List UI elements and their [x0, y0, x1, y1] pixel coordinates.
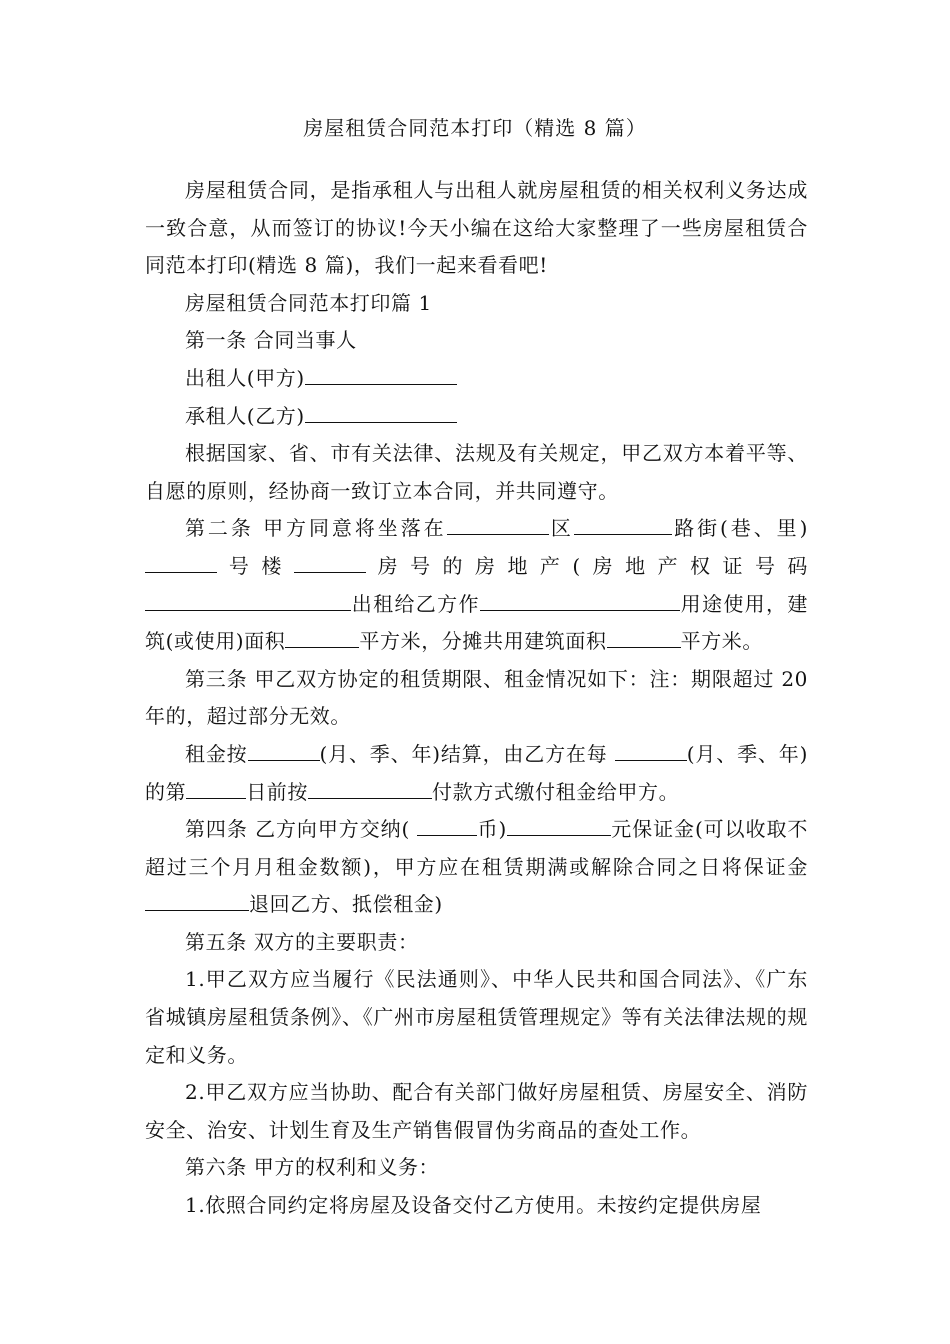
deposit-blank[interactable]	[507, 814, 611, 836]
clause4-text: 币)	[477, 817, 507, 842]
clause5-heading: 第五条 双方的主要职责：	[185, 929, 419, 954]
deposit-return-blank[interactable]	[145, 889, 249, 911]
intro-paragraph: 房屋租赁合同，是指承租人与出租人就房屋租赁的相关权利义务达成一致合意，从而签订的协议!今天小编在这给大家整理了一些房屋租赁合同范本打印(精选 8 篇)，我们一起来看看吧!	[145, 178, 808, 278]
clause3-paragraph: 第三条 甲乙双方协定的租赁期限、租金情况如下：注：期限超过 20 年的，超过部分无效。	[145, 666, 808, 729]
clause2-text: 平方米。	[680, 629, 764, 654]
clause6-heading: 第六条 甲方的权利和义务：	[185, 1155, 440, 1180]
clause2-paragraph	[145, 510, 808, 660]
payment-day-blank[interactable]	[186, 777, 246, 799]
clause5-item-2: 2.甲乙双方应当协助、配合有关部门做好房屋租赁、房屋安全、消防安全、治安、计划生育及生产销售假冒伪劣商品的查处工作。	[145, 1080, 808, 1142]
shared-area-blank[interactable]	[607, 626, 681, 648]
payment-period-blank[interactable]	[615, 739, 687, 761]
building-blank[interactable]	[145, 551, 217, 573]
clause4-text: 第四条 乙方向甲方交纳(	[185, 817, 418, 842]
clause2-text: 平方米，分摊共用建筑面积	[359, 629, 607, 654]
clause2-text: 号楼	[217, 553, 294, 578]
section-heading: 房屋租赁合同范本打印篇 1	[185, 290, 432, 315]
street-blank[interactable]	[574, 513, 672, 535]
district-blank[interactable]	[447, 513, 549, 535]
clause2-text: 用途使用，建筑(或使用)面积	[145, 591, 808, 654]
lessee-label: 承租人(乙方)	[185, 403, 305, 428]
lessor-line	[145, 360, 808, 398]
certificate-blank[interactable]	[145, 589, 351, 611]
clause6-item-1: 1.依照合同约定将房屋及设备交付乙方使用。未按约定提供房屋	[185, 1193, 762, 1218]
clause2-text: 房号的房地产(房地产权证号码	[365, 553, 809, 578]
currency-blank[interactable]	[417, 814, 477, 836]
clause5-item-1: 1.甲乙双方应当履行《民法通则》、中华人民共和国合同法》、《广东省城镇房屋租赁条例》、《广州市房屋租赁管理规定》等有关法律法规的规定和义务。	[145, 967, 808, 1067]
rent-text: 租金按	[185, 741, 248, 766]
clause2-text: 区	[548, 516, 574, 541]
clause4-text: 退回乙方、抵偿租金)	[249, 892, 443, 917]
document-body	[145, 172, 808, 1225]
rent-paragraph	[145, 736, 808, 811]
clause2-text: 第二条 甲方同意将坐落在	[185, 516, 447, 541]
clause4-text: 元保证金(可以收取不超过三个月月租金数额)，甲方应在租赁期满或解除合同之日将保证金	[145, 817, 808, 879]
lessee-blank[interactable]	[305, 401, 457, 423]
settlement-period-blank[interactable]	[248, 739, 320, 761]
area-blank[interactable]	[285, 626, 359, 648]
room-blank[interactable]	[294, 551, 366, 573]
clause4-paragraph	[145, 811, 808, 924]
lessor-label: 出租人(甲方)	[185, 365, 305, 390]
lessor-blank[interactable]	[305, 363, 457, 385]
rent-text: (月、季、年)的第	[145, 741, 808, 804]
clause2-text: 出租给乙方作	[351, 591, 480, 616]
clause1-heading: 第一条 合同当事人	[185, 328, 357, 353]
rent-text: 日前按	[246, 779, 309, 804]
rent-text: 付款方式缴付租金给甲方。	[432, 779, 680, 804]
payment-method-blank[interactable]	[308, 777, 432, 799]
basis-paragraph: 根据国家、省、市有关法律、法规及有关规定，甲乙双方本着平等、自愿的原则，经协商一致订立本合同，并共同遵守。	[145, 441, 808, 503]
rent-text: (月、季、年)结算，由乙方在每	[319, 741, 615, 766]
clause2-text: 路街(巷、里)	[671, 516, 809, 541]
purpose-blank[interactable]	[480, 589, 680, 611]
lessee-line	[145, 398, 808, 436]
document-title: 房屋租赁合同范本打印（精选 8 篇）	[303, 116, 647, 140]
